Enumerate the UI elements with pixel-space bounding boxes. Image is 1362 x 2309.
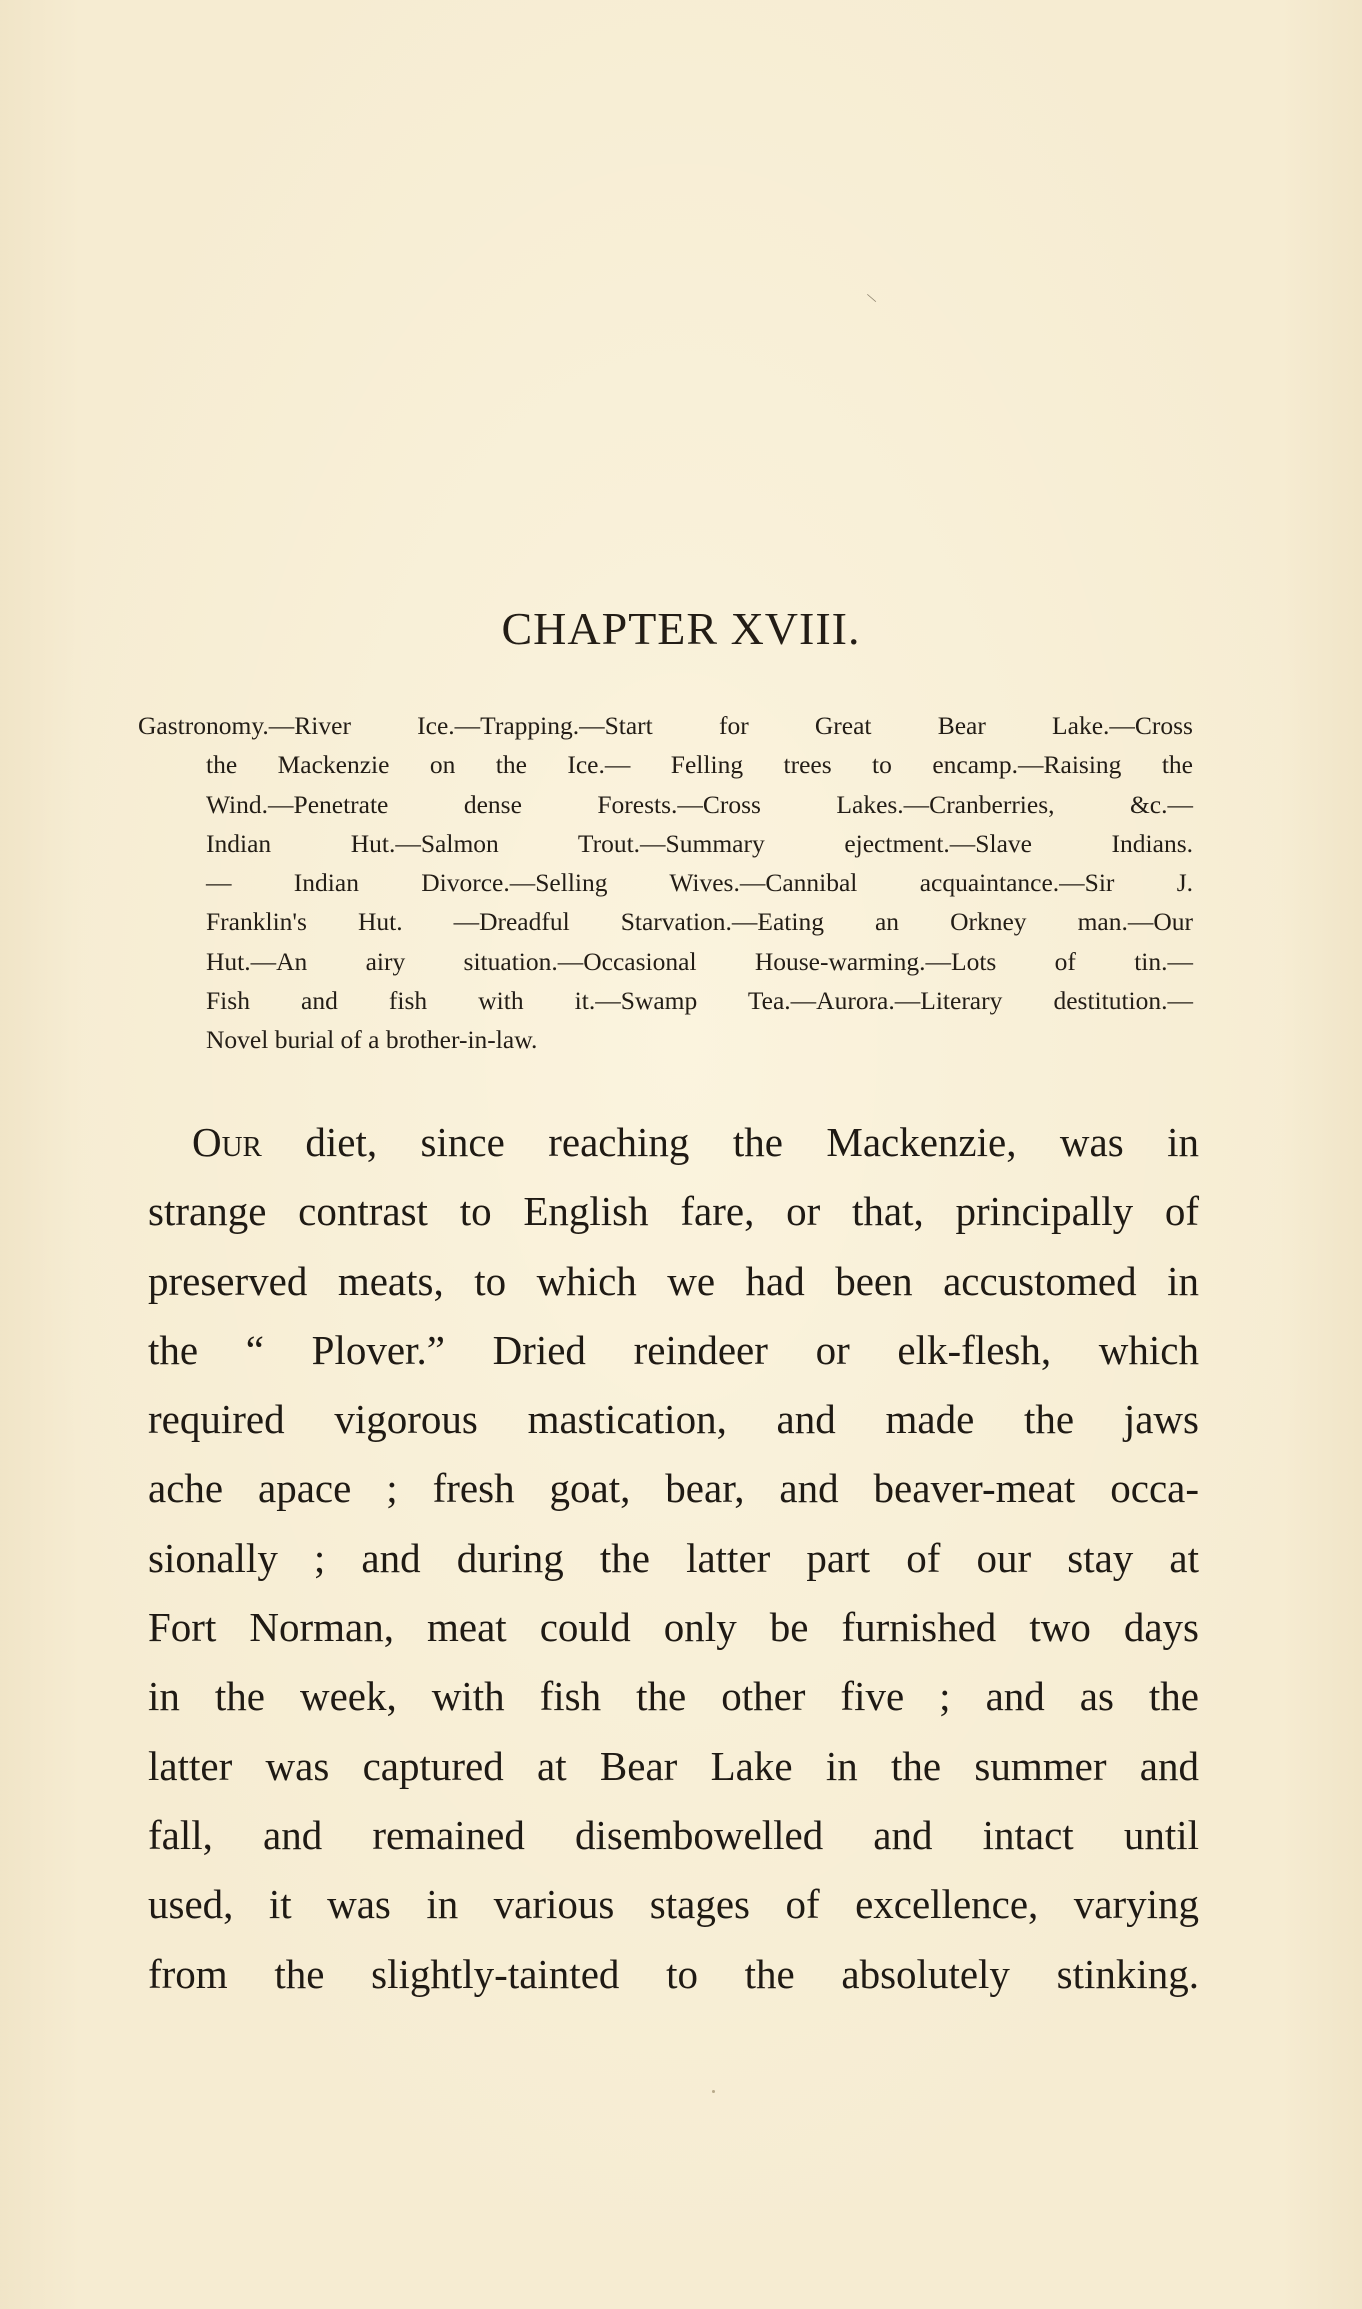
synopsis-line: Franklin's Hut. —Dreadful Starvation.—Eating an Orkney man.—Our (206, 907, 1193, 937)
body-line: from the slightly-tainted to the absolutely stinking. (148, 1950, 1199, 1997)
paper-mark: \ (865, 290, 879, 308)
body-line: fall, and remained disembowelled and intact until (148, 1811, 1199, 1858)
body-line-text: diet, since reaching the Mackenzie, was in (305, 1119, 1200, 1165)
body-line: strange contrast to English fare, or that, principally of (148, 1188, 1199, 1235)
body-line: required vigorous mastication, and made the jaws (148, 1396, 1199, 1443)
synopsis-line: Hut.—An airy situation.—Occasional House-warming.—Lots of tin.— (206, 946, 1193, 976)
synopsis-line: — Indian Divorce.—Selling Wives.—Cannibal acquaintance.—Sir J. (206, 868, 1193, 898)
lead-word: Our (192, 1119, 262, 1165)
body-line (148, 1108, 1199, 1177)
body-line: ache apace ; fresh goat, bear, and beaver-meat occa- (148, 1465, 1199, 1512)
synopsis-line: Novel burial of a brother-in-law. (206, 1025, 538, 1055)
body-paragraph (148, 1108, 1199, 2009)
body-line: the “ Plover.” Dried reindeer or elk-flesh, which (148, 1326, 1199, 1373)
synopsis-line: Fish and fish with it.—Swamp Tea.—Aurora.—Literary destitution.— (206, 986, 1193, 1016)
body-line: Fort Norman, meat could only be furnished two days (148, 1604, 1199, 1651)
chapter-title: CHAPTER XVIII. (501, 603, 861, 654)
body-line: preserved meats, to which we had been accustomed in (148, 1257, 1199, 1304)
body-line: in the week, with fish the other five ; and as the (148, 1673, 1199, 1720)
synopsis-line: Wind.—Penetrate dense Forests.—Cross Lakes.—Cranberries, &c.— (206, 789, 1193, 819)
paper-speck (712, 2090, 715, 2093)
synopsis-line: the Mackenzie on the Ice.— Felling trees to encamp.—Raising the (206, 750, 1193, 780)
synopsis-line: Indian Hut.—Salmon Trout.—Summary ejectment.—Slave Indians. (206, 828, 1193, 858)
synopsis-line: Gastronomy.—River Ice.—Trapping.—Start for Great Bear Lake.—Cross (138, 711, 1193, 740)
chapter-synopsis (138, 706, 1193, 1060)
body-line: used, it was in various stages of excellence, varying (148, 1881, 1199, 1928)
body-line: sionally ; and during the latter part of our stay at (148, 1534, 1199, 1581)
body-line: latter was captured at Bear Lake in the summer and (148, 1742, 1199, 1789)
